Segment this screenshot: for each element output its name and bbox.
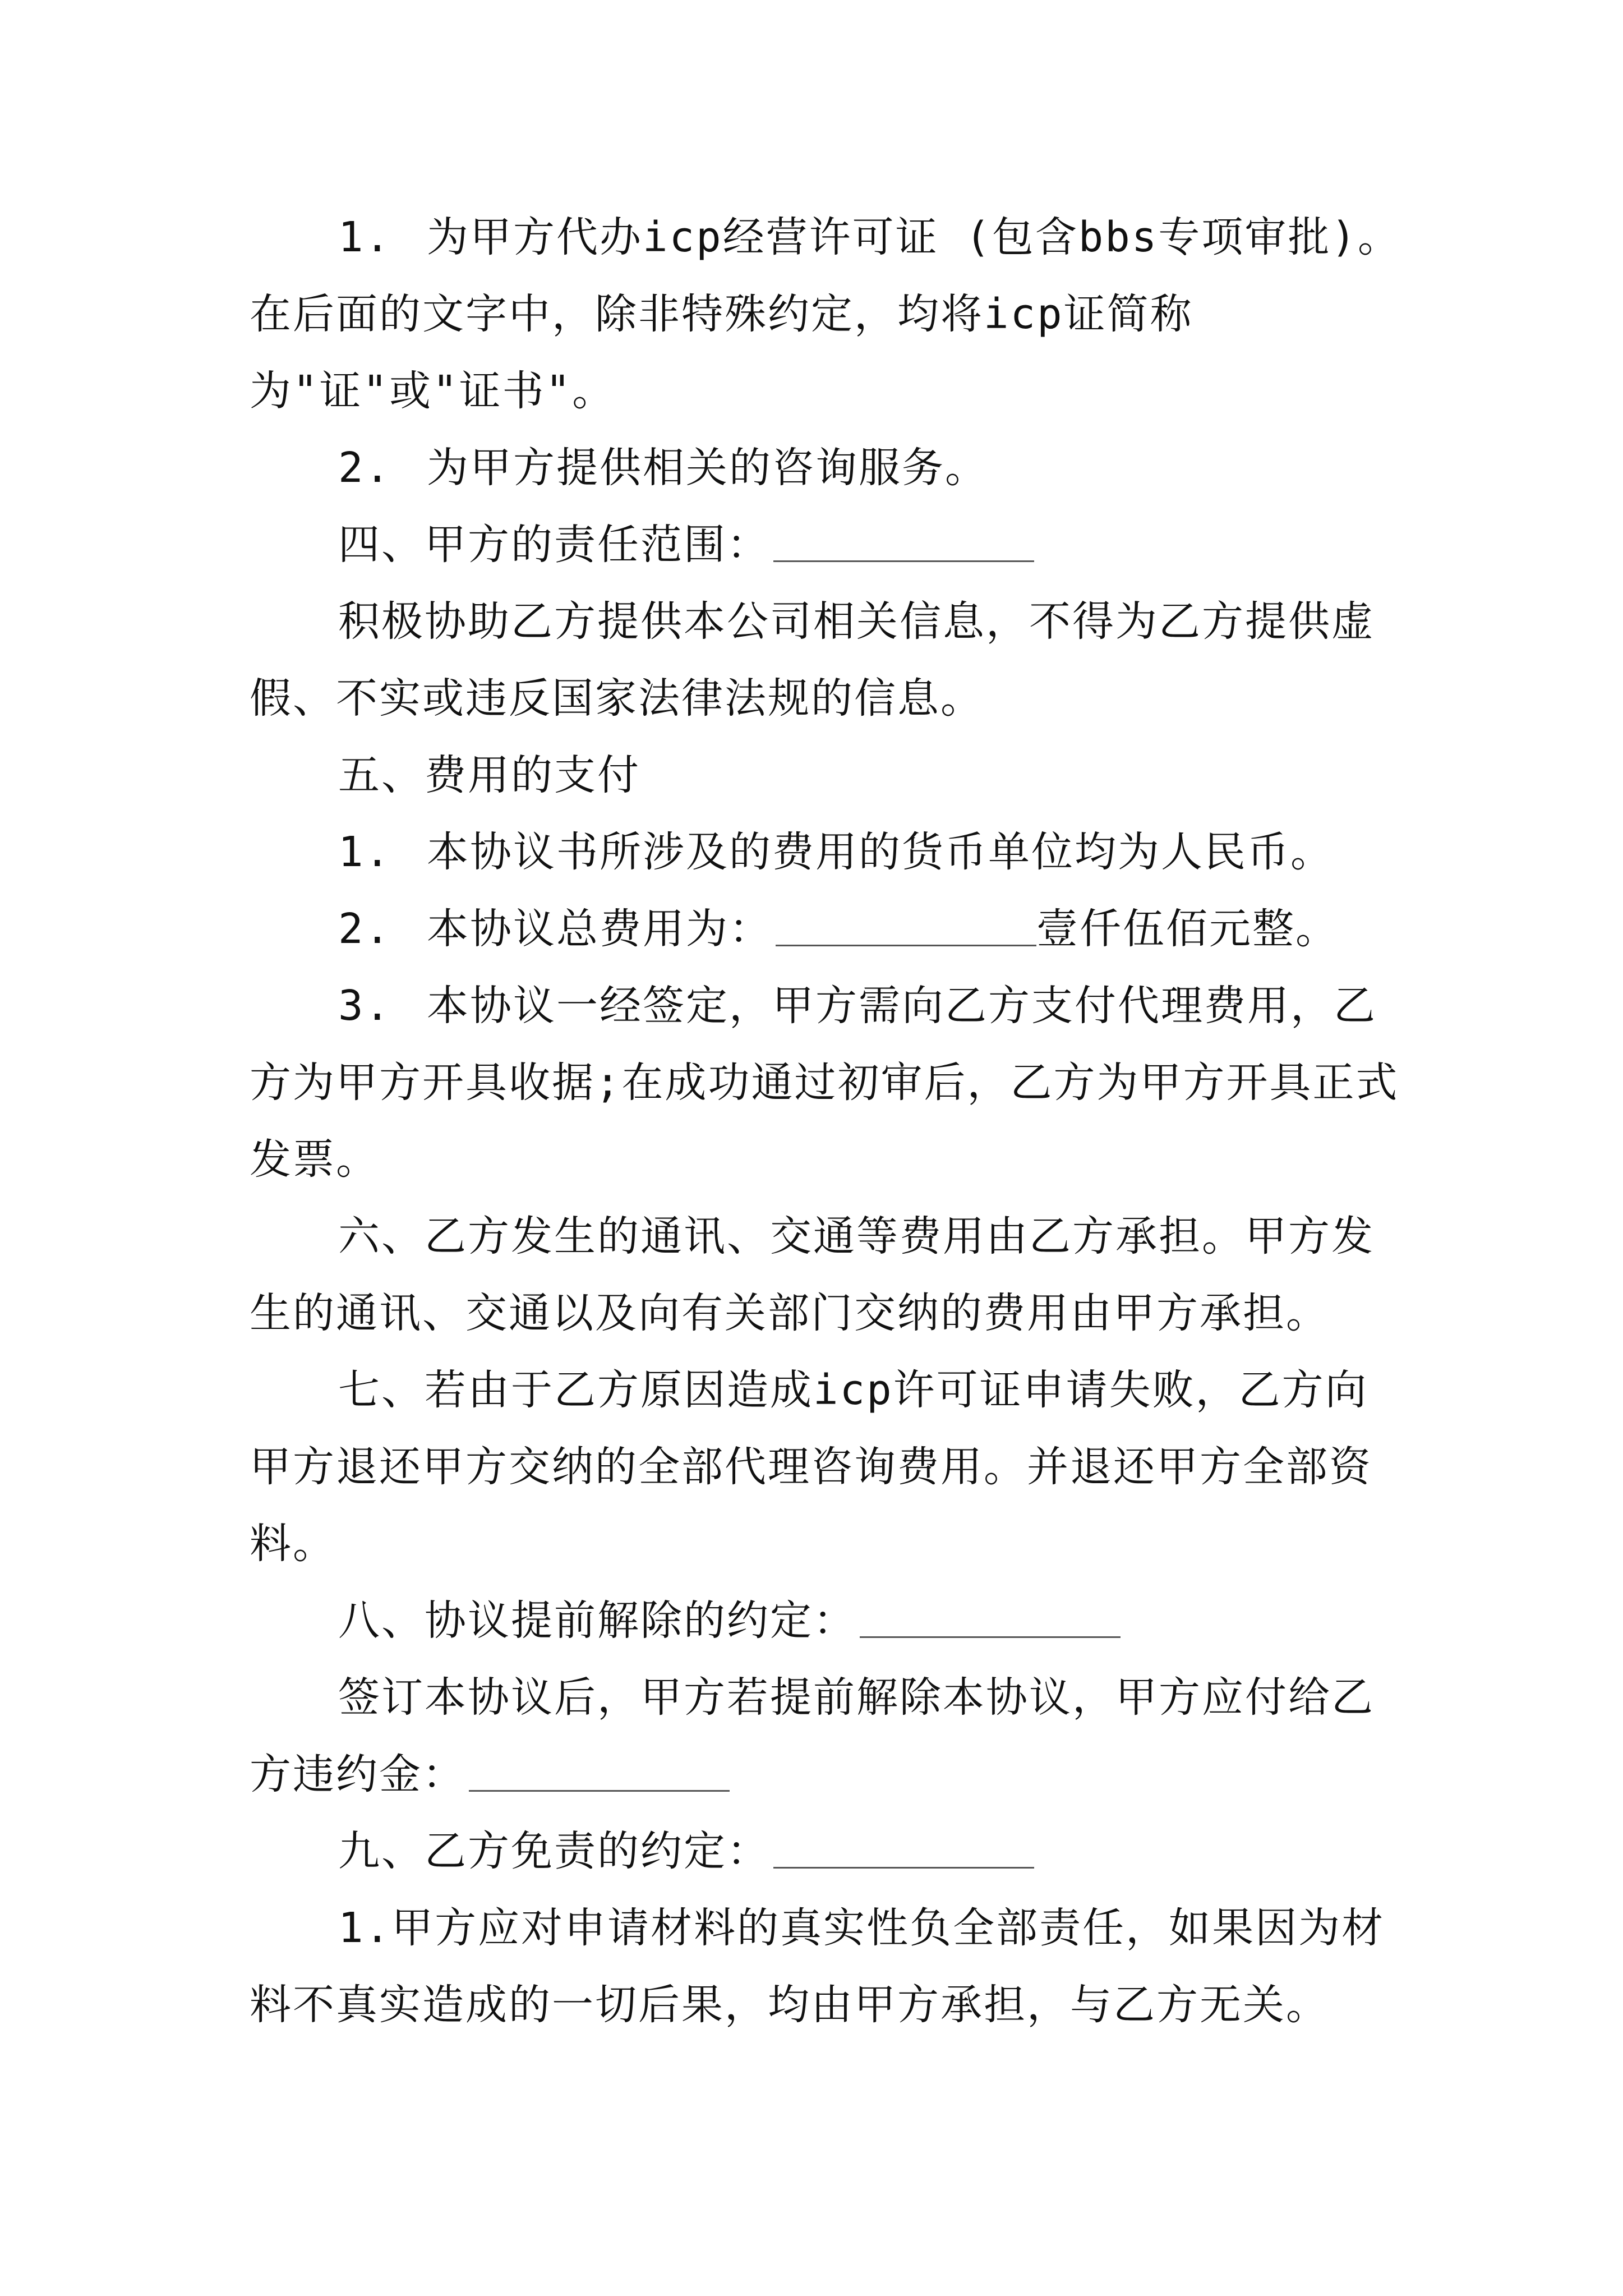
paragraph-text: 签订本协议后，甲方若提前解除本协议，甲方应付给乙方违约金：	[250, 1673, 1375, 1798]
paragraph-text: 积极协助乙方提供本公司相关信息，不得为乙方提供虚假、不实或违反国家法律法规的信息。	[250, 597, 1375, 723]
paragraph-penalty	[250, 1659, 1405, 1813]
paragraph-item-2	[250, 430, 1405, 507]
section-paragraph-7	[250, 1352, 1405, 1582]
paragraph-fee-2	[250, 891, 1405, 968]
paragraph-text: 为甲方提供相关的咨询服务。	[427, 444, 988, 492]
section-heading-4	[250, 507, 1405, 583]
heading-text: 九、乙方免责的约定：	[338, 1827, 770, 1875]
paragraph-text: 本协议书所涉及的费用的货币单位均为人民币。	[427, 828, 1334, 876]
paragraph-fee-1	[250, 814, 1405, 891]
fill-in-blank	[773, 558, 1034, 562]
paragraph-text: 为甲方代办icp经营许可证 (包含bbs专项审批)。在后面的文字中，除非特殊约定，均将icp证简称为"证"或"证书"。	[250, 213, 1401, 415]
item-number: 2.	[338, 905, 392, 953]
fill-in-blank	[469, 1788, 730, 1792]
heading-text: 八、协议提前解除的约定：	[338, 1596, 856, 1645]
paragraph-text: 1.甲方应对申请材料的真实性负全部责任，如果因为材料不真实造成的一切后果，均由甲方承担，与乙方无关。	[250, 1904, 1385, 2029]
section-heading-9	[250, 1813, 1405, 1890]
paragraph-item-1	[250, 199, 1405, 430]
paragraph-text: 本协议总费用为：	[427, 905, 772, 953]
item-number: 1.	[338, 213, 392, 261]
fill-in-blank	[860, 1634, 1121, 1638]
section-paragraph-6	[250, 1198, 1405, 1352]
paragraph-party-a-duty	[250, 583, 1405, 737]
heading-text: 五、费用的支付	[338, 751, 640, 799]
fill-in-blank	[773, 1865, 1034, 1869]
paragraph-text: 六、乙方发生的通讯、交通等费用由乙方承担。甲方发生的通讯、交通以及向有关部门交纳的费用由甲方承担。	[250, 1212, 1375, 1337]
heading-text: 四、甲方的责任范围：	[338, 521, 770, 569]
item-number: 1.	[338, 828, 392, 876]
fill-in-blank	[776, 942, 1036, 946]
paragraph-text: 七、若由于乙方原因造成icp许可证申请失败，乙方向甲方退还甲方交纳的全部代理咨询费用。并退还甲方全部资料。	[250, 1366, 1372, 1568]
section-heading-8	[250, 1582, 1405, 1659]
paragraph-exemption-1	[250, 1890, 1405, 2044]
paragraph-text: 壹仟伍佰元整。	[1036, 905, 1339, 953]
item-number: 2.	[338, 444, 392, 492]
document-body	[250, 199, 1405, 2044]
section-heading-5	[250, 737, 1405, 814]
paragraph-fee-3	[250, 968, 1405, 1198]
item-number: 3.	[338, 982, 392, 1030]
paragraph-text: 本协议一经签定，甲方需向乙方支付代理费用，乙方为甲方开具收据;在成功通过初审后，乙方为甲方开具正式发票。	[250, 982, 1399, 1184]
